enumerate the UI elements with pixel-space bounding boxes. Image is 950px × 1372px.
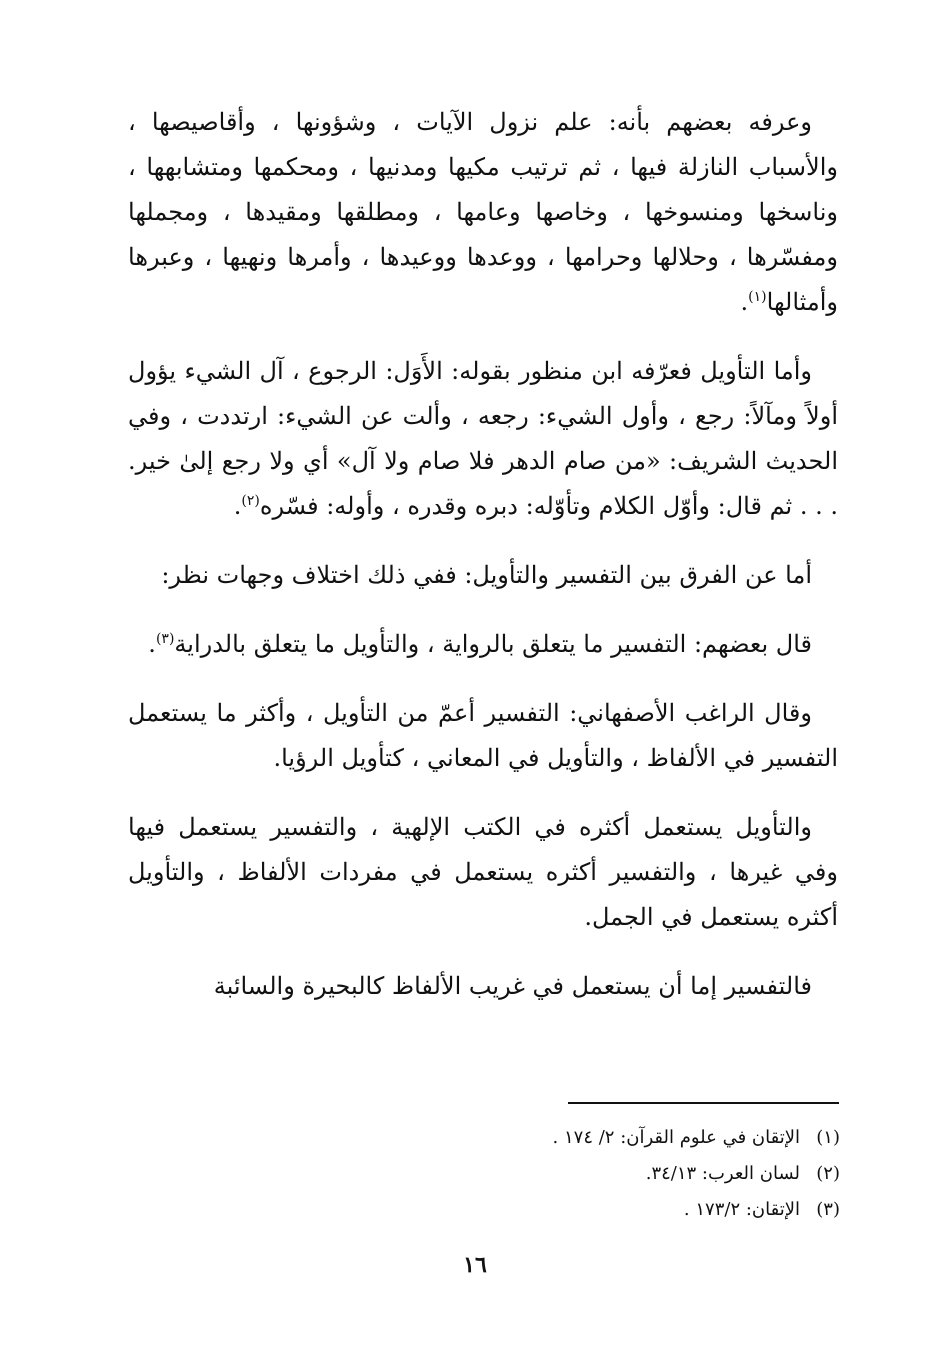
paragraph-text: فالتفسير إما أن يستعمل في غريب الألفاظ كالبحيرة والسائبة: [213, 972, 812, 1000]
footnotes: [400, 1120, 840, 1228]
footnote-text: الإتقان: ١٧٣/٢ .: [683, 1199, 800, 1220]
footnote-marker[interactable]: (٣): [155, 631, 175, 647]
paragraph-end: .: [233, 492, 242, 520]
paragraph-text: أما عن الفرق بين التفسير والتأويل: ففي ذلك اختلاف وجهات نظر:: [161, 561, 812, 589]
footnote-3: [400, 1192, 840, 1228]
footnote-divider: [568, 1102, 839, 1104]
paragraph-text: وعرفه بعضهم بأنه: علم نزول الآيات ، وشؤونها ، وأقاصيصها ، والأسباب النازلة فيها ، ثم ترتيب مكيها ومدنيها ، ومحكمها ومتشابهها ، وناسخها ومنسوخها ، وخاصها وعامها ، ومطلقها ومقيدها ، ومجملها ومفسّرها ، وحلالها وحرامها ، ووعدها ووعيدها ، وأمرها ونهيها ، وعبرها وأمثالها: [128, 108, 838, 316]
paragraph-6: [128, 805, 838, 940]
footnote-1: [400, 1120, 840, 1156]
paragraph-3: [128, 553, 838, 598]
footnote-text: الإتقان في علوم القرآن: ٢/ ١٧٤ .: [552, 1127, 800, 1148]
paragraph-text: قال بعضهم: التفسير ما يتعلق بالرواية ، والتأويل ما يتعلق بالدراية: [174, 630, 812, 658]
paragraph-text: وقال الراغب الأصفهاني: التفسير أعمّ من التأويل ، وأكثر ما يستعمل التفسير في الألفاظ ، والتأويل في المعاني ، كتأويل الرؤيا.: [128, 699, 838, 772]
page-number: ١٦: [463, 1252, 487, 1278]
paragraph-text: والتأويل يستعمل أكثره في الكتب الإلهية ، والتفسير يستعمل فيها وفي غيرها ، والتفسير أكثره يستعمل في مفردات الألفاظ ، والتأويل أكثره يستعمل في الجمل.: [128, 813, 838, 931]
footnote-text: لسان العرب: ٣٤/١٣.: [645, 1163, 800, 1184]
footnote-number: (٢): [816, 1163, 840, 1184]
paragraph-7: [128, 964, 838, 1009]
paragraph-5: [128, 691, 838, 781]
footnote-2: [400, 1156, 840, 1192]
footnote-marker[interactable]: (٢): [241, 493, 260, 509]
paragraph-4: [128, 622, 838, 667]
footnote-number: (١): [816, 1127, 840, 1148]
paragraph-1: [128, 100, 838, 325]
paragraph-end: .: [148, 630, 156, 658]
paragraph-2: [128, 349, 838, 529]
paragraph-text: وأما التأويل فعرّفه ابن منظور بقوله: الأَوَل: الرجوع ، آل الشيء يؤول أولاً ومآلاً: رجع ، وأول الشيء: رجعه ، وألت عن الشيء: ارتددت ، وفي الحديث الشريف: «من صام الدهر فلا صام ولا آل» أي ولا رجع إلىٰ خير. . . . ثم قال: وأوّل الكلام وتأوّله: دبره وقدره ، وأوله: فسّره: [128, 357, 838, 520]
paragraph-end: .: [740, 288, 749, 316]
footnote-number: (٣): [816, 1199, 840, 1220]
footnote-marker[interactable]: (١): [748, 289, 767, 305]
main-text: [128, 100, 838, 1033]
